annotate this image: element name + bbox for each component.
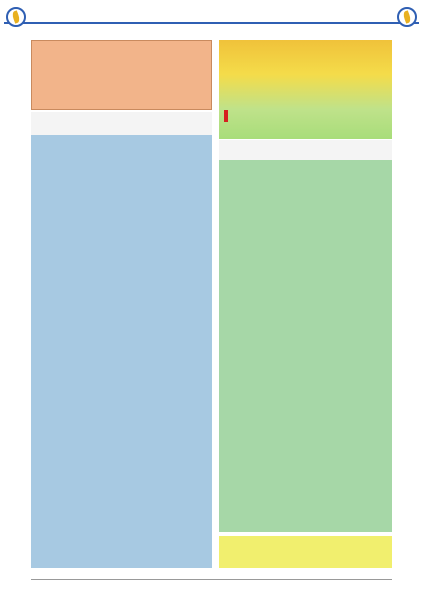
stadtteile-section [31,112,212,568]
page-footer [31,579,392,582]
logo-right-icon [397,7,417,27]
stadtteile-heading [31,112,212,136]
bunte-seite-highlight [224,110,228,122]
logo-left-icon [6,7,26,27]
anno-section [219,40,392,139]
vereine-section [219,140,392,532]
page-header [0,0,423,30]
header-rule [4,22,419,24]
general-contents-box [31,40,212,110]
telefon-row [224,539,387,550]
telefon-box[interactable] [219,536,392,568]
bunte-seite-label [224,110,228,122]
bunte-seite-row[interactable] [219,110,392,122]
vereine-heading [219,140,392,160]
